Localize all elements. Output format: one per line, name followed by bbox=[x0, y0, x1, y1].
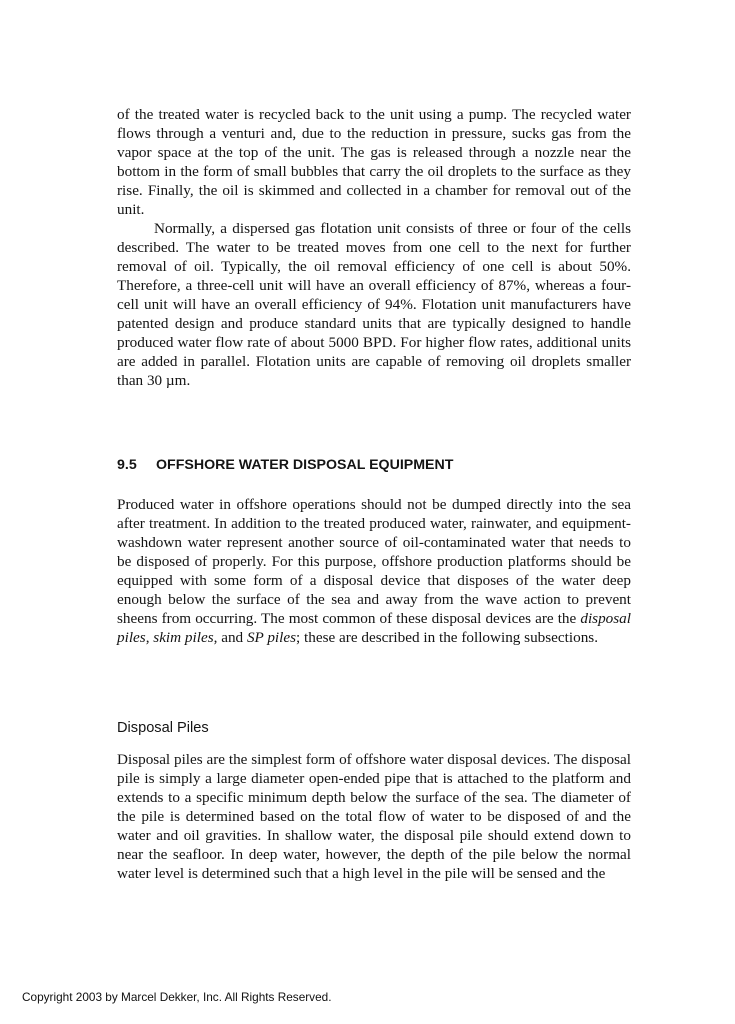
term-disposal-piles: disposal piles bbox=[117, 610, 631, 646]
subsection-heading: Disposal Piles bbox=[117, 720, 209, 736]
term-skim-piles: skim piles bbox=[153, 629, 214, 646]
body-paragraph bbox=[117, 495, 631, 647]
section-text bbox=[117, 495, 631, 647]
section-heading bbox=[117, 456, 631, 475]
paragraph-text: Produced water in offshore operations should not be dumped directly into the sea after treatment. In addition to the treated produced water, rainwater, and equipment-washdown water represent another source of oil-contaminated water that needs to be disposed of properly. For this purpose, offshore production platforms should be equipped with some form of a disposal device that disposes of the water deep enough below the surface of the sea and away from the wave action to prevent sheens from occurring. The most common of these disposal devices are the bbox=[117, 496, 631, 627]
body-paragraph: Disposal piles are the simplest form of offshore water disposal devices. The disposal pile is simply a large diameter open-ended pipe that is attached to the platform and extends to a specific minimum depth below the surface of the sea. The diameter of the pile is determined based on the total flow of water to be disposed of and the water and oil gravities. In shallow water, the disposal pile should extend down to near the seafloor. In deep water, however, the depth of the pile below the normal water level is determined such that a high level in the pile will be sensed and the bbox=[117, 751, 631, 882]
intro-text bbox=[117, 105, 631, 390]
body-paragraph: Normally, a dispersed gas flotation unit consists of three or four of the cells described. The water to be treated moves from one cell to the next for further removal of oil. Typically, the oil removal efficiency of one cell is about 50%. Therefore, a three-cell unit will have an overall efficiency of 87%, whereas a four-cell unit will have an overall efficiency of 94%. Flotation unit manufacturers have patented design and produce standard units that are typically designed to handle produced water flow rate of about 5000 BPD. For higher flow rates, additional units are added in parallel. Flotation units are capable of removing oil droplets smaller than 30 µm. bbox=[117, 220, 631, 389]
paragraph-text: ; these are described in the following subsections. bbox=[296, 629, 599, 646]
separator: , and bbox=[213, 629, 247, 646]
subsection-text bbox=[117, 750, 631, 883]
separator: , bbox=[145, 629, 154, 646]
term-sp-piles: SP piles bbox=[246, 629, 297, 646]
copyright-footer: Copyright 2003 by Marcel Dekker, Inc. All Rights Reserved. bbox=[22, 990, 332, 1004]
section-number: 9.5 bbox=[117, 457, 137, 473]
section-title: OFFSHORE WATER DISPOSAL EQUIPMENT bbox=[156, 457, 454, 473]
body-paragraph: of the treated water is recycled back to the unit using a pump. The recycled water flows through a venturi and, due to the reduction in pressure, sucks gas from the vapor space at the top of the unit. The gas is released through a nozzle near the bottom in the form of small bubbles that carry the oil droplets to the surface as they rise. Finally, the oil is skimmed and collected in a chamber for removal out of the unit. bbox=[117, 106, 631, 218]
